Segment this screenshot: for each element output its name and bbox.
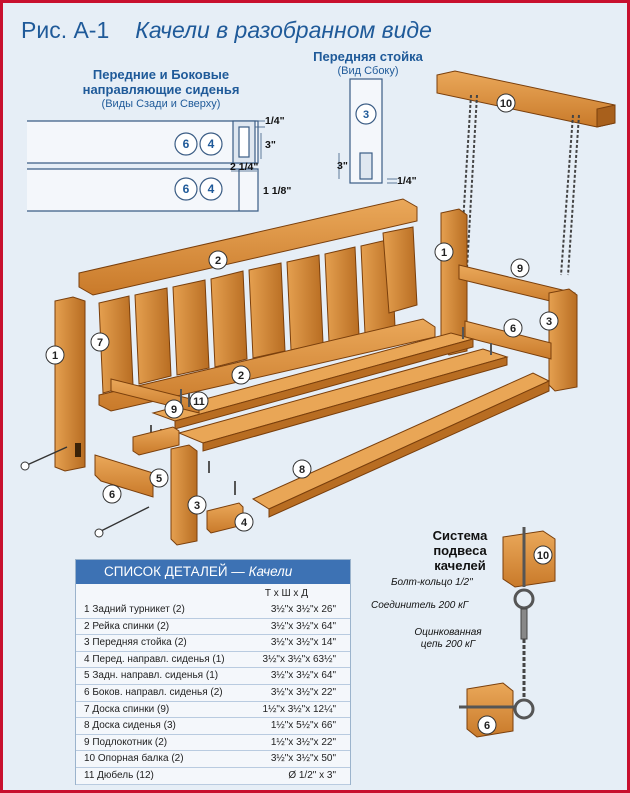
part-name: 8 Доска сиденья (3) — [84, 720, 176, 732]
parts-list-header — [76, 560, 350, 584]
callout-1b: 1 — [440, 247, 448, 259]
guides-title-line2: направляющие сиденья — [82, 82, 240, 97]
part-size: 3½"x 3½"x 14" — [270, 637, 336, 649]
part-name: 11 Дюбель (12) — [84, 769, 154, 781]
parts-row — [76, 718, 350, 735]
callout-4: 4 — [240, 517, 248, 529]
chain-label-l2: цепь 200 кГ — [420, 639, 476, 650]
susp-title-l1: Система — [432, 528, 488, 543]
part-size: 3½"x 3½"x 63½" — [262, 653, 336, 665]
parts-row — [76, 685, 350, 702]
susp-title-l2: подвеса — [433, 543, 487, 558]
susp-callout-10: 10 — [536, 550, 550, 562]
part-name: 1 Задний турникет (2) — [84, 604, 185, 615]
part-name: 5 Задн. направл. сиденья (1) — [84, 670, 219, 682]
parts-list-table — [75, 559, 351, 785]
rear-post-slot — [75, 443, 81, 457]
callout-6a: 6 — [108, 489, 116, 501]
guides-title-line1: Передние и Боковые — [92, 67, 230, 82]
part-size: 1½"x 3½"x 12¼" — [262, 703, 336, 715]
guide-callout-4a: 4 — [207, 137, 215, 151]
parts-row — [76, 751, 350, 768]
suspension-title — [425, 528, 495, 573]
parts-row — [76, 619, 350, 636]
part-size: 1½"x 5½"x 66" — [270, 720, 336, 732]
parts-row — [76, 602, 350, 619]
support-beam — [437, 71, 615, 127]
part-name: 4 Перед. направл. сиденья (1) — [84, 653, 225, 665]
post-title: Передняя стойка — [313, 49, 423, 64]
callout-6b: 6 — [509, 323, 517, 335]
part-name: 2 Рейка спинки (2) — [84, 620, 170, 632]
susp-title-l3: качелей — [434, 558, 486, 573]
parts-list-title-italic: Качели — [248, 564, 293, 579]
parts-list-columns: Т x Ш x Д — [264, 588, 308, 599]
parts-row — [76, 735, 350, 752]
figure-name: Качели в разобранном виде — [135, 17, 432, 43]
callout-1a: 1 — [51, 350, 59, 362]
parts-row — [76, 768, 350, 785]
guides-detail — [27, 121, 258, 211]
callout-10: 10 — [499, 98, 513, 110]
callout-2a: 2 — [214, 255, 222, 267]
eyebolt-label: Болт-кольцо 1/2" — [391, 577, 473, 588]
callout-3a: 3 — [193, 500, 201, 512]
parts-row — [76, 668, 350, 685]
callout-3b: 3 — [545, 316, 553, 328]
part-size: 3½"x 3½"x 26" — [270, 604, 336, 615]
callout-11: 11 — [193, 396, 205, 408]
post-callout-3: 3 — [362, 109, 370, 121]
parts-row — [76, 652, 350, 669]
dim-guide-top: 1/4" — [265, 115, 285, 127]
dim-guide-width: 2 1/4" — [230, 161, 259, 173]
dim-guide-bottom: 1 1/8" — [263, 185, 292, 197]
callout-2b: 2 — [237, 370, 245, 382]
part-name: 7 Доска спинки (9) — [84, 703, 170, 715]
post-subtitle: (Вид Сбоку) — [337, 65, 399, 77]
dim-guide-depth: 3" — [265, 139, 276, 151]
guides-subtitle: (Виды Сзади и Сверху) — [101, 98, 221, 110]
guide-callout-6b: 6 — [182, 182, 190, 196]
part-name: 10 Опорная балка (2) — [84, 753, 184, 765]
dim-post-slot: 3" — [337, 160, 348, 172]
guide-callout-4b: 4 — [207, 182, 215, 196]
front-post-right — [549, 289, 577, 391]
front-post-left — [171, 445, 197, 545]
callout-8: 8 — [298, 464, 306, 476]
part-name: 3 Передняя стойка (2) — [84, 637, 187, 649]
chain-label — [408, 627, 488, 651]
part-size: Ø 1/2" x 3" — [288, 769, 336, 781]
part-size: 3½"x 3½"x 22" — [270, 686, 336, 698]
callout-9b: 9 — [516, 263, 524, 275]
part-name: 6 Боков. направл. сиденья (2) — [84, 686, 223, 698]
part-size: 3½"x 3½"x 64" — [270, 620, 336, 632]
guide-callout-6a: 6 — [182, 137, 190, 151]
dim-post-bottom: 1/4" — [397, 175, 417, 187]
seat-boards — [153, 333, 549, 517]
part-size: 3½"x 3½"x 50" — [270, 753, 336, 765]
parts-row — [76, 635, 350, 652]
chain-label-l1: Оцинкованная — [414, 627, 482, 638]
part-size: 3½"x 3½"x 64" — [270, 670, 336, 682]
figure-number: Рис. А-1 — [21, 17, 110, 43]
susp-callout-6: 6 — [483, 720, 491, 732]
callout-5: 5 — [155, 473, 163, 485]
parts-row — [76, 702, 350, 719]
part-name: 9 Подлокотник (2) — [84, 736, 168, 748]
parts-list-title: СПИСОК ДЕТАЛЕЙ — — [104, 564, 245, 579]
callout-7: 7 — [96, 337, 104, 349]
connector-label: Соединитель 200 кГ — [371, 600, 469, 611]
part-size: 1½"x 3½"x 22" — [270, 736, 336, 748]
callout-9a: 9 — [170, 404, 178, 416]
